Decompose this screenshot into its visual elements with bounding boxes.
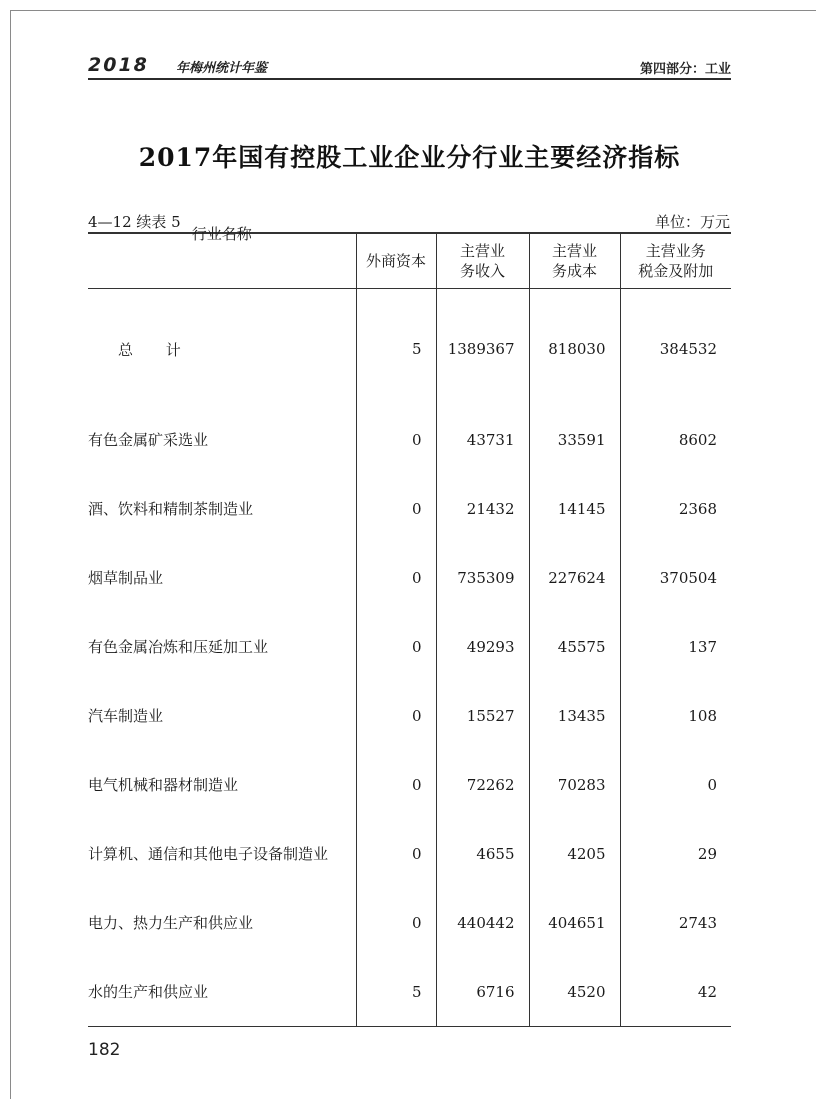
row-cost: 4520: [529, 957, 620, 1027]
row-cost: 818030: [529, 289, 620, 406]
table-row: [88, 474, 731, 543]
row-revenue: 49293: [436, 612, 529, 681]
row-revenue: 72262: [436, 750, 529, 819]
table-row: [88, 543, 731, 612]
row-foreign-capital: 0: [356, 681, 436, 750]
row-industry-name: 有色金属矿采选业: [88, 431, 209, 449]
row-foreign-capital: 0: [356, 819, 436, 888]
row-cost: 404651: [529, 888, 620, 957]
col-header-foreign-capital: 外商资本: [356, 234, 436, 289]
col-header-revenue: 主营业 务收入: [436, 234, 529, 289]
table-row: [88, 289, 731, 406]
unit-note: 单位：万元: [654, 213, 730, 231]
col-header-industry: 行业名称: [88, 234, 356, 289]
row-tax: 2743: [620, 888, 731, 957]
row-foreign-capital: 5: [356, 957, 436, 1027]
header-book-title: 年梅州统计年鉴: [176, 61, 268, 76]
table-row: [88, 750, 731, 819]
table-row: [88, 612, 731, 681]
row-cost: 70283: [529, 750, 620, 819]
header-section: 第四部分：工业: [639, 62, 731, 77]
row-tax: 42: [620, 957, 731, 1027]
row-cost: 13435: [529, 681, 620, 750]
table-row: [88, 405, 731, 474]
col-header-cost: 主营业 务成本: [529, 234, 620, 289]
row-revenue: 440442: [436, 888, 529, 957]
row-cost: 14145: [529, 474, 620, 543]
row-tax: 0: [620, 750, 731, 819]
table-id: 4—12 续表 5: [88, 213, 181, 231]
running-header: [88, 52, 731, 80]
row-tax: 29: [620, 819, 731, 888]
table-row: [88, 819, 731, 888]
col-header-tax: 主营业务 税金及附加: [620, 234, 731, 289]
row-foreign-capital: 0: [356, 750, 436, 819]
row-industry-name: 有色金属冶炼和压延加工业: [88, 638, 269, 656]
row-revenue: 15527: [436, 681, 529, 750]
row-industry-name: 烟草制品业: [88, 569, 164, 587]
row-cost: 4205: [529, 819, 620, 888]
row-revenue: 4655: [436, 819, 529, 888]
row-revenue: 21432: [436, 474, 529, 543]
row-tax: 370504: [620, 543, 731, 612]
table-row: [88, 888, 731, 957]
industry-indicators-table: [88, 225, 731, 1027]
page-number: 182: [88, 1040, 121, 1060]
table-header-row: [88, 234, 731, 289]
row-revenue: 735309: [436, 543, 529, 612]
row-cost: 33591: [529, 405, 620, 474]
table-body: [88, 289, 731, 1027]
page-title: 2017年国有控股工业企业分行业主要经济指标: [138, 143, 681, 172]
row-tax: 384532: [620, 289, 731, 406]
header-year: 2018: [88, 54, 149, 76]
row-industry-name: 计算机、通信和其他电子设备制造业: [88, 845, 329, 863]
row-tax: 137: [620, 612, 731, 681]
row-tax: 2368: [620, 474, 731, 543]
table-row: [88, 957, 731, 1027]
row-foreign-capital: 0: [356, 405, 436, 474]
row-foreign-capital: 0: [356, 888, 436, 957]
row-industry-name: 总 计: [118, 340, 195, 359]
row-foreign-capital: 5: [356, 289, 436, 406]
row-revenue: 43731: [436, 405, 529, 474]
row-industry-name: 汽车制造业: [88, 707, 164, 725]
row-revenue: 1389367: [436, 289, 529, 406]
row-revenue: 6716: [436, 957, 529, 1027]
row-foreign-capital: 0: [356, 612, 436, 681]
data-table-wrapper: [88, 225, 731, 1027]
row-tax: 108: [620, 681, 731, 750]
row-foreign-capital: 0: [356, 474, 436, 543]
row-industry-name: 酒、饮料和精制茶制造业: [88, 500, 254, 518]
row-cost: 227624: [529, 543, 620, 612]
row-foreign-capital: 0: [356, 543, 436, 612]
row-cost: 45575: [529, 612, 620, 681]
row-industry-name: 电气机械和器材制造业: [88, 776, 239, 794]
row-industry-name: 电力、热力生产和供应业: [88, 914, 254, 932]
row-tax: 8602: [620, 405, 731, 474]
row-industry-name: 水的生产和供应业: [88, 957, 356, 1027]
table-row: [88, 681, 731, 750]
